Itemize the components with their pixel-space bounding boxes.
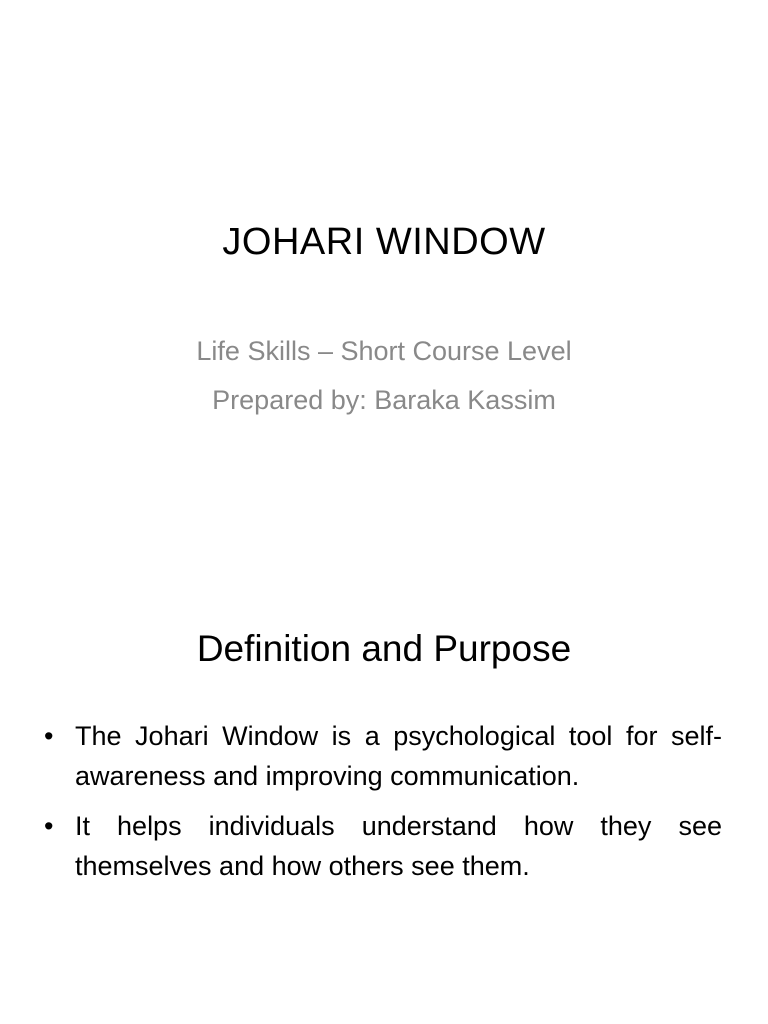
bullet-dot: • — [44, 721, 54, 751]
bullet-item — [44, 806, 722, 886]
slide-subtitle-author: Prepared by: Baraka Kassim — [212, 385, 556, 415]
content-slide — [0, 512, 768, 1024]
bullet-text: The Johari Window is a psychological tool for self-awareness and improving communication. — [75, 721, 722, 791]
section-title: Definition and Purpose — [196, 628, 572, 669]
bullet-list — [44, 716, 722, 896]
slide-subtitle-course: Life Skills – Short Course Level — [196, 336, 572, 366]
bullet-item — [44, 716, 722, 796]
bullet-dot: • — [44, 811, 54, 841]
slide-title: JOHARI WINDOW — [222, 221, 546, 263]
bullet-text: It helps individuals understand how they see themselves and how others see them. — [75, 811, 722, 881]
